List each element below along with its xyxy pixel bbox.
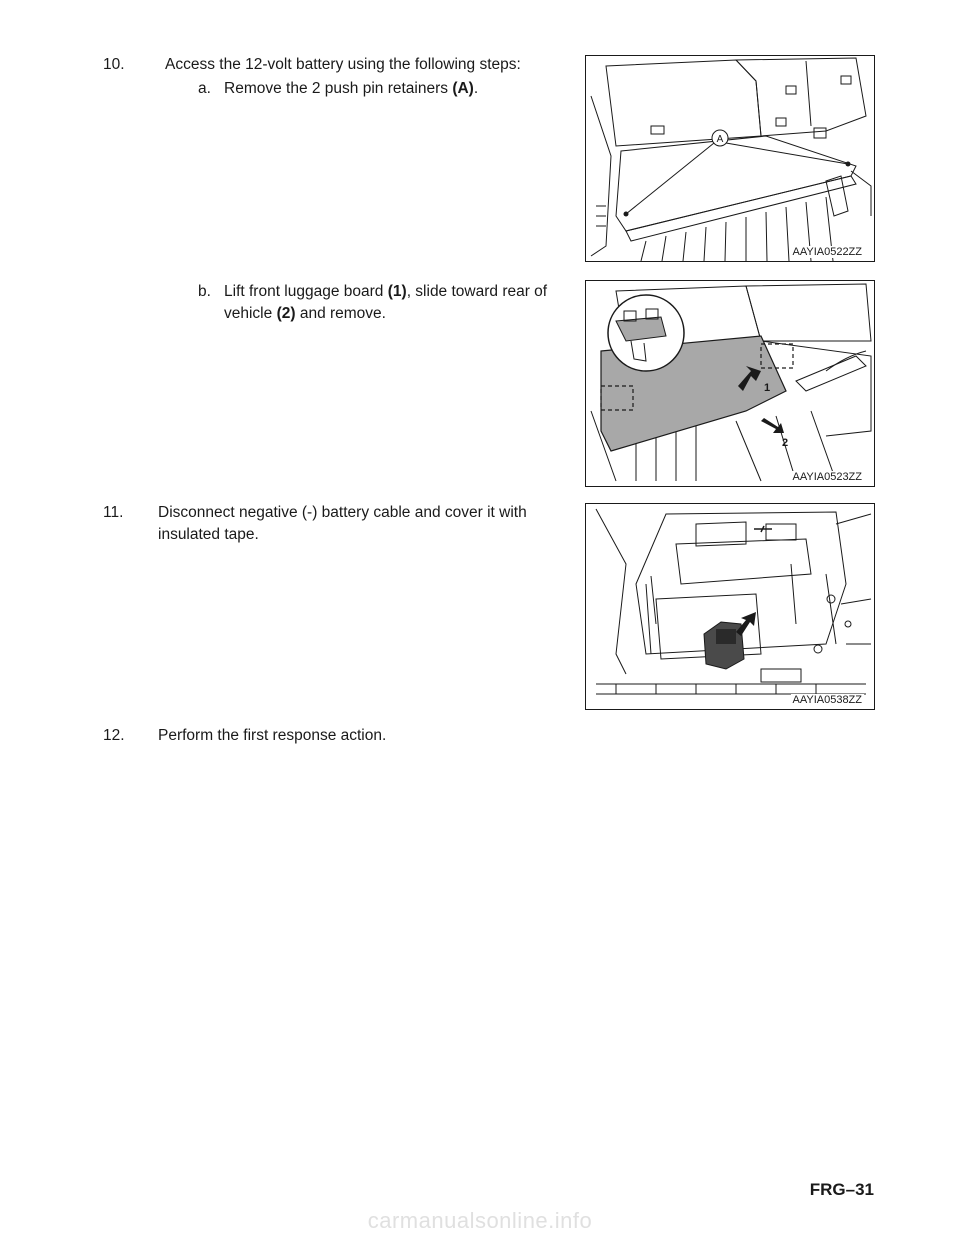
step-10-number: 10. bbox=[103, 56, 125, 73]
step-12-number: 12. bbox=[103, 727, 125, 744]
figure-negative-battery-cable bbox=[585, 503, 875, 710]
step-10a-text bbox=[224, 78, 478, 100]
step-10a-tail: . bbox=[473, 80, 479, 97]
step-11-line1: Disconnect negative (-) battery cable and cover it with bbox=[158, 504, 527, 521]
step-10-text: Access the 12-volt battery using the following steps: bbox=[165, 56, 521, 73]
step-10a-letter: a. bbox=[198, 80, 211, 97]
step-10b-line2-tail: and remove. bbox=[295, 305, 386, 322]
figure-1-callout-a: A bbox=[716, 134, 724, 145]
figure-3-code: AAYIA0538ZZ bbox=[792, 694, 862, 706]
watermark: carmanualsonline.info bbox=[367, 1208, 593, 1233]
figure-2-callout-2: 2 bbox=[782, 437, 789, 449]
step-11-line2: insulated tape. bbox=[158, 526, 259, 543]
step-10a-callout: (A) bbox=[452, 80, 474, 97]
step-12-text: Perform the first response action. bbox=[158, 727, 387, 744]
figure-1-drawing bbox=[586, 56, 875, 262]
step-10b-letter: b. bbox=[198, 283, 211, 300]
step-10b-line2-text: vehicle bbox=[224, 305, 277, 322]
step-10a-text-main: Remove the 2 push pin retainers bbox=[224, 80, 453, 97]
figure-push-pin-retainers bbox=[585, 55, 875, 262]
step-10b-line2 bbox=[224, 303, 386, 325]
step-11-number: 11. bbox=[103, 504, 124, 521]
page-number: FRG–31 bbox=[809, 1180, 874, 1199]
figure-2-callout-1: 1 bbox=[764, 382, 771, 394]
figure-2-drawing bbox=[586, 281, 875, 487]
step-10b-callout-2: (2) bbox=[276, 305, 296, 322]
figure-1-code: AAYIA0522ZZ bbox=[792, 246, 862, 258]
figure-2-code: AAYIA0523ZZ bbox=[792, 471, 862, 483]
figure-3-drawing bbox=[586, 504, 875, 710]
step-10b-line1 bbox=[224, 281, 547, 303]
step-10b-line1-text: Lift front luggage board bbox=[224, 283, 388, 300]
step-10b-line1-tail: , slide toward rear of bbox=[406, 283, 548, 300]
figure-luggage-board-removal bbox=[585, 280, 875, 487]
step-10b-callout-1: (1) bbox=[387, 283, 407, 300]
